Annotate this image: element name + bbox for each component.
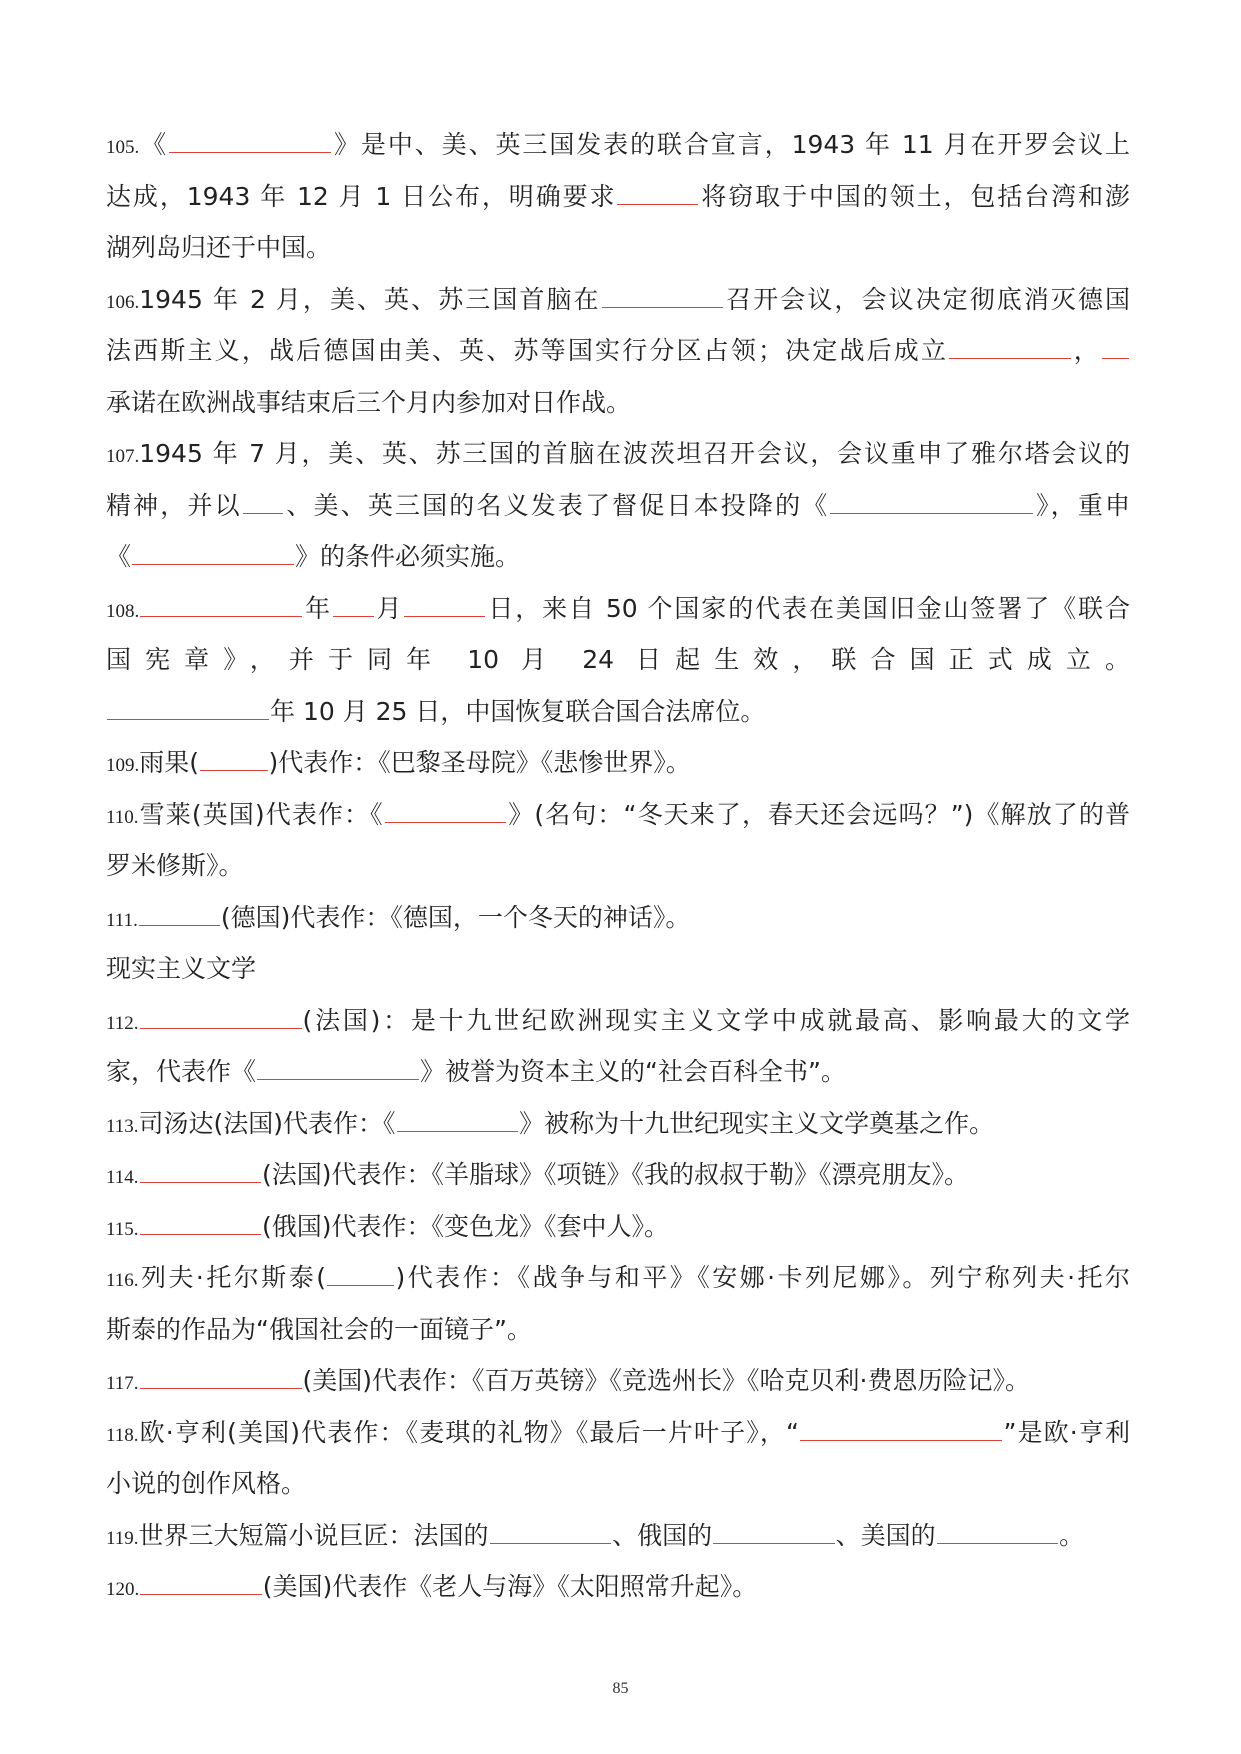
question-number: 108. [106,600,140,622]
fill-in-blank [937,1523,1059,1544]
text-segment: 》被誉为资本主义的“社会百科全书”。 [420,1057,846,1086]
fill-in-blank [140,1214,262,1235]
text-segment: 罗米修斯》。 [106,851,244,880]
text-line [106,1304,1130,1356]
text-segment: 将窃取于中国的领土，包括台湾和澎 [699,181,1130,211]
question-item [106,892,1130,944]
text-line [106,1046,1130,1098]
question-number: 109. [106,755,140,776]
question-number: 118. [106,1424,139,1446]
text-segment: 小说的创作风格。 [106,1469,307,1498]
text-segment: 》是中、美、英三国发表的联合宣言，1943 年 11 月在开罗会议上 [332,130,1130,159]
text-segment: 月 [374,593,404,623]
question-number: 113. [106,1115,139,1137]
text-segment: 、美、英三国的名义发表了督促日本投降的《 [284,490,830,520]
text-line [106,789,1130,841]
text-line [106,1098,1130,1150]
text-line [106,634,1130,686]
text-segment: (美国)代表作《老人与海》《太阳照常升起》。 [262,1572,758,1601]
text-segment: 法西斯主义，战后德国由美、英、苏等国实行分区占领；决定战后成立 [106,336,949,365]
text-segment: 国宪章》，并于同年 10 月 24 日起生效，联合国正式成立。 [106,645,1130,674]
question-item [106,1355,1130,1407]
text-segment: )代表作：《巴黎圣母院》《悲惨世界》。 [268,748,691,777]
text-line [106,943,1130,995]
text-line [106,995,1130,1047]
question-item [106,737,1130,789]
text-line [106,480,1130,532]
fill-in-blank [140,1162,262,1183]
text-segment: 现实主义文学 [106,954,257,983]
fill-in-blank [1102,338,1129,359]
fill-in-blank [140,1574,262,1595]
question-number: 114. [106,1167,139,1188]
text-segment: 、俄国的 [612,1520,713,1550]
text-line [106,119,1130,171]
question-item [106,1510,1130,1562]
question-number: 116. [106,1270,139,1291]
question-item [106,943,1130,995]
question-item [106,1252,1130,1355]
text-line [106,171,1130,223]
text-line [106,840,1130,892]
text-segment: ， [1071,336,1101,365]
fill-in-blank [327,1265,395,1286]
text-segment: 、美国的 [835,1520,936,1550]
fill-in-blank [490,1523,612,1544]
fill-in-blank [140,1008,302,1029]
text-segment: 《 [139,130,169,159]
text-line [106,1407,1130,1459]
question-item [106,789,1130,892]
fill-in-blank [169,132,331,153]
text-line [106,377,1130,429]
question-item [106,274,1130,429]
question-item [106,1561,1130,1613]
text-segment: 1945 年 2 月，美、英、苏三国首脑在 [139,284,601,314]
question-item [106,583,1130,738]
question-number: 117. [106,1373,139,1394]
fill-in-blank [200,750,268,771]
text-segment: (美国)代表作：《百万英镑》《竞选州长》《哈克贝利·费恩历险记》。 [302,1366,1031,1395]
text-segment: 》被称为十九世纪现实主义文学奠基之作。 [519,1108,995,1138]
fill-in-blank [949,338,1071,359]
fill-in-blank [107,699,269,720]
text-segment: 世界三大短篇小说巨匠：法国的 [138,1520,489,1550]
text-segment: 达成，1943 年 12 月 1 日公布，明确要求 [106,181,617,211]
question-item [106,119,1130,274]
text-segment: 年 [303,593,333,623]
text-segment: 》的条件必须实施。 [295,542,521,571]
question-number: 119. [106,1527,139,1549]
text-line [106,737,1130,789]
text-segment: )代表作：《战争与和平》《安娜·卡列尼娜》。列宁称列夫·托尔 [395,1263,1131,1292]
page-number: 85 [612,1680,629,1697]
question-number: 112. [106,1012,139,1034]
document-body [106,119,1130,1613]
fill-in-blank [397,1111,519,1132]
text-segment: 年 10 月 25 日，中国恢复联合国合法席位。 [270,696,766,726]
text-segment: 日，来自 50 个国家的代表在美国旧金山签署了《联合 [486,593,1130,623]
text-line [106,1201,1130,1253]
question-item [106,1098,1130,1150]
text-segment: 》，重申 [1033,490,1130,520]
text-segment: 召开会议，会议决定彻底消灭德国 [724,284,1130,314]
text-segment: 精神，并以 [106,490,242,520]
fill-in-blank [140,596,302,617]
text-segment: 雪莱(英国)代表作：《 [138,799,384,829]
text-line [106,1561,1130,1613]
fill-in-blank [132,544,294,565]
question-number: 115. [106,1218,139,1240]
text-segment: 。 [1059,1520,1085,1550]
text-line [106,531,1130,583]
fill-in-blank [385,802,507,823]
text-segment: 斯泰的作品为“俄国社会的一面镜子”。 [106,1314,532,1344]
text-segment: 承诺在欧洲战事结束后三个月内参加对日作战。 [106,387,632,417]
text-line [106,222,1130,274]
question-item [106,1149,1130,1201]
text-segment: 湖列岛归还于中国。 [106,233,332,262]
text-line [106,892,1130,944]
question-item [106,1201,1130,1253]
fill-in-blank [713,1523,835,1544]
question-item [106,995,1130,1098]
text-line [106,428,1130,480]
fill-in-blank [257,1059,419,1080]
text-segment: 家，代表作《 [106,1057,257,1086]
text-segment: (德国)代表作：《德国，一个冬天的神话》。 [220,902,691,932]
text-line [106,1149,1130,1201]
question-number: 105. [106,137,140,158]
fill-in-blank [800,1420,1003,1441]
text-segment: 雨果( [139,748,200,777]
text-segment: 司汤达(法国)代表作：《 [138,1108,396,1138]
text-line [106,274,1130,326]
question-item [106,1407,1130,1510]
question-number: 120. [106,1579,140,1600]
text-segment: 》(名句：“冬天来了，春天还会远吗？”)《解放了的普 [507,799,1130,829]
fill-in-blank [139,905,220,926]
text-segment: ”是欧·亨利 [1003,1417,1130,1447]
text-line [106,1458,1130,1510]
text-segment: 《 [106,542,132,571]
text-line [106,686,1130,738]
fill-in-blank [602,287,724,308]
text-line [106,1252,1130,1304]
text-line [106,1355,1130,1407]
question-number: 111. [106,909,138,931]
text-segment: (俄国)代表作：《变色龙》《套中人》。 [262,1211,670,1241]
text-line [106,325,1130,377]
question-item [106,428,1130,583]
text-segment: 列夫·托尔斯泰( [138,1263,326,1292]
question-number: 107. [106,446,140,467]
text-line [106,583,1130,635]
question-number: 106. [106,291,140,313]
fill-in-blank [140,1368,302,1389]
text-segment: 1945 年 7 月，美、英、苏三国的首脑在波茨坦召开会议，会议重申了雅尔塔会议的 [139,439,1130,468]
fill-in-blank [404,596,485,617]
text-line [106,1510,1130,1562]
fill-in-blank [333,596,374,617]
fill-in-blank [243,493,284,514]
fill-in-blank [830,493,1033,514]
fill-in-blank [617,184,698,205]
text-segment: (法国)：是十九世纪欧洲现实主义文学中成就最高、影响最大的文学 [302,1005,1130,1035]
text-segment: (法国)代表作：《羊脂球》《项链》《我的叔叔于勒》《漂亮朋友》。 [262,1160,970,1189]
text-segment: 欧·亨利(美国)代表作：《麦琪的礼物》《最后一片叶子》，“ [138,1417,799,1447]
question-number: 110. [106,806,139,828]
